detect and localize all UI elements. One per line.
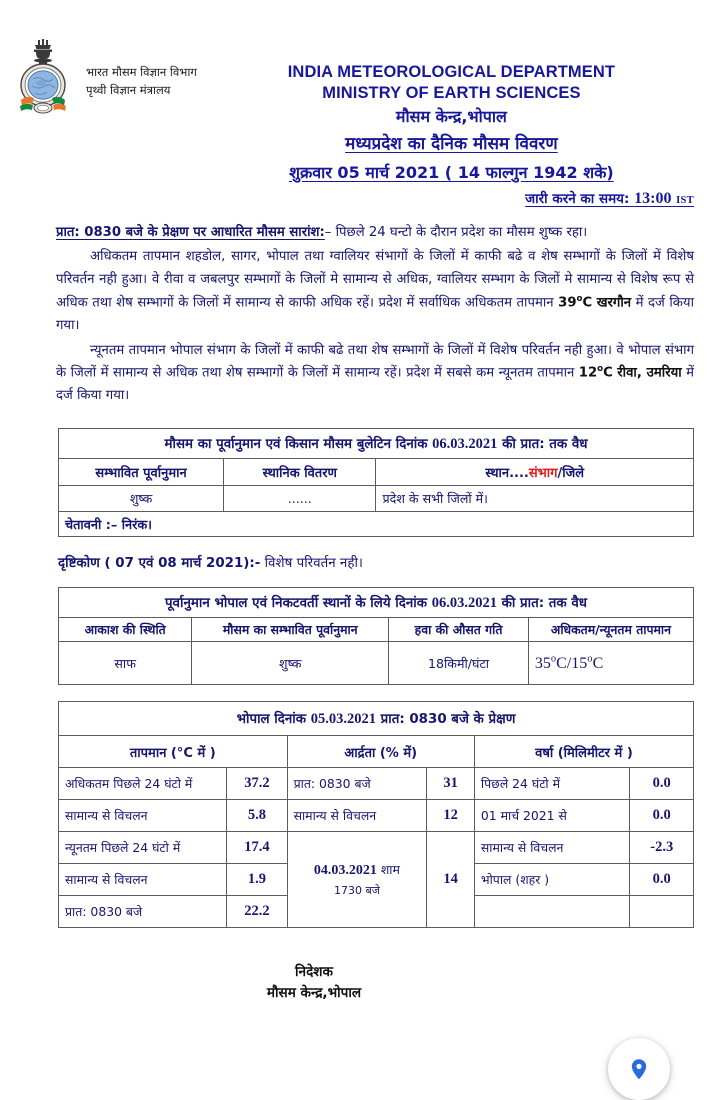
- min-temp-place: रीवा, उमरिया: [617, 365, 682, 381]
- humidity-label-2: [287, 832, 427, 928]
- table-row: [59, 768, 694, 800]
- temp-label-1: सामान्य से विचलन: [59, 800, 227, 832]
- rain-value-4: [630, 896, 694, 928]
- bhopal-value-sky: साफ: [59, 642, 192, 685]
- observations-title-prefix: भोपाल दिनांक: [236, 712, 311, 728]
- max-temp-value: 39: [558, 295, 577, 311]
- summary-paragraph-2: [56, 246, 694, 337]
- weather-centre-name: मौसम केन्द्र,भोपाल: [395, 107, 507, 127]
- min-temp-unit: C: [603, 365, 613, 381]
- temp-value-2: 17.4: [227, 832, 287, 864]
- title-english-line1: INDIA METEOROLOGICAL DEPARTMENT: [287, 63, 616, 81]
- forecast-table-container: [0, 410, 720, 537]
- rain-value-1: 0.0: [630, 800, 694, 832]
- forecast-header-division: संभाग: [528, 466, 558, 482]
- outlook-line: [0, 537, 720, 571]
- forecast-table-header-row: [59, 459, 694, 486]
- org-name-line1: भारत मौसम विज्ञान विभाग: [86, 65, 197, 79]
- imd-emblem-container: [0, 34, 86, 124]
- max-temp-text: अधिकतम तापमान शहडोल, सागर, भोपाल तथा ग्वालियर संभागों के जिलों में काफी बढे व शेष सम्भागों के जिलों में विशेष परिवर्तन नही हुआ। वे रीवा व जबलपुर सम्भागों के जिलों मे सामान्य से अधिक, ग्वालियर सम्भाग के जिलों मे सामान्य से विशेष रूप से अधिक तथा शेष सम्भागों के जिलों में सामान्य से काफी अधिक रहें। प्रदेश में सर्वाधिक अधिकतम तापमान: [56, 249, 694, 311]
- humidity-evening-time: 1730 बजे: [333, 883, 380, 897]
- humidity-value-0: 31: [427, 768, 475, 800]
- summary-paragraph-3: [56, 340, 694, 409]
- issue-time-line: [0, 185, 720, 208]
- issue-time-value: 13:00: [634, 189, 672, 207]
- max-temp-unit: C: [582, 295, 593, 311]
- min-temp-value: 12: [578, 365, 598, 381]
- forecast-value-expected: शुष्क: [59, 486, 224, 512]
- min-temp-tail: में दर्ज किया गया।: [56, 365, 695, 404]
- rain-label-4: [474, 896, 630, 928]
- forecast-header-location: [376, 459, 694, 486]
- bhopal-temp-min-degree: o: [587, 653, 593, 665]
- forecast-table-title-row: [59, 429, 694, 459]
- outlook-text: विशेष परिवर्तन नही।: [260, 556, 364, 572]
- rain-value-0: 0.0: [630, 768, 694, 800]
- rain-value-3: 0.0: [630, 864, 694, 896]
- title-block: [197, 34, 720, 185]
- summary-lead-label: प्रात: 0830 बजे के प्रेक्षण पर आधारित मौसम सारांश:: [56, 224, 325, 240]
- max-temp-place: खरगौन: [596, 295, 632, 311]
- temp-value-0: 37.2: [227, 768, 287, 800]
- bhopal-title-suffix: की प्रात: तक वैध: [496, 596, 588, 612]
- forecast-title-date: 06.03.2021: [432, 436, 498, 453]
- temp-value-1: 5.8: [227, 800, 287, 832]
- humidity-value-2: 14: [427, 832, 475, 928]
- temp-label-0: अधिकतम पिछले 24 घंटो में: [59, 768, 227, 800]
- humidity-evening-word: शाम: [376, 862, 400, 878]
- observations-title: [59, 702, 694, 736]
- issue-time-zone: IST: [676, 194, 694, 206]
- rain-label-3: भोपाल (शहर ): [474, 864, 630, 896]
- humidity-value-1: 12: [427, 800, 475, 832]
- forecast-table-data-row: [59, 486, 694, 512]
- forecast-header-district: /जिले: [557, 466, 585, 482]
- bhopal-forecast-title: [59, 588, 694, 618]
- bhopal-title-date: 06.03.2021: [431, 595, 497, 612]
- bulletin-date: शुक्रवार 05 मार्च 2021 ( 14 फाल्गुन 1942 शके): [289, 162, 614, 182]
- bhopal-forecast-title-row: [59, 588, 694, 618]
- signature-office: मौसम केन्द्र,भोपाल: [266, 985, 362, 1002]
- summary-lead-text: पिछले 24 घन्टो के दौरान प्रदेश का मौसम शुष्क रहा।: [335, 224, 588, 240]
- bhopal-header-wind: हवा की औसत गति: [389, 618, 529, 642]
- document-header: [0, 0, 720, 185]
- rain-label-0: पिछले 24 घंटो में: [474, 768, 630, 800]
- observations-title-row: [59, 702, 694, 736]
- rain-label-2: सामान्य से विचलन: [474, 832, 630, 864]
- group-header-temperature: तापमान (°C में ): [59, 736, 288, 768]
- bhopal-value-temperature: 35$^o$C/15$^o$C: [528, 642, 693, 685]
- forecast-title-prefix: मौसम का पूर्वानुमान एवं किसान मौसम बुलेटिन दिनांक: [164, 437, 433, 453]
- observations-table: [58, 701, 694, 928]
- forecast-title-suffix: की प्रात: तक वैध: [497, 437, 588, 453]
- bulletin-title: मध्यप्रदेश का दैनिक मौसम विवरण: [345, 134, 558, 155]
- temp-label-3: सामान्य से विचलन: [59, 864, 227, 896]
- imd-emblem-icon: [13, 38, 73, 124]
- forecast-table: [58, 428, 694, 537]
- humidity-evening-date: 04.03.2021: [313, 863, 377, 879]
- humidity-label-1: सामान्य से विचलन: [287, 800, 427, 832]
- forecast-header-location-prefix: स्थान....: [485, 466, 529, 482]
- min-temp-degree-symbol: o: [597, 364, 604, 375]
- summary-lead-dash: –: [324, 224, 336, 240]
- signature-designation: निदेशक: [295, 964, 333, 981]
- bhopal-header-weather: मौसम का सम्भावित पूर्वानुमान: [192, 618, 389, 642]
- group-header-rainfall: वर्षा (मिलिमीटर में ): [474, 736, 693, 768]
- humidity-label-0: प्रात: 0830 बजे: [287, 768, 427, 800]
- observations-title-date: 05.03.2021: [310, 711, 376, 728]
- max-temp-tail: में दर्ज किया गया।: [56, 295, 694, 333]
- organisation-hindi-name: [86, 34, 197, 100]
- weather-summary: [0, 208, 720, 408]
- temp-label-4: प्रात: 0830 बजे: [59, 896, 227, 928]
- bhopal-value-weather: शुष्क: [192, 642, 389, 685]
- group-header-humidity: आर्द्रता (% में): [287, 736, 474, 768]
- issue-time-label: जारी करने का समय:: [525, 190, 630, 207]
- bhopal-forecast-table-container: [0, 571, 720, 685]
- floating-action-button[interactable]: [608, 1038, 670, 1100]
- bhopal-forecast-header-row: [59, 618, 694, 642]
- summary-paragraph-1: [56, 222, 694, 245]
- bhopal-temp-max-degree: o: [550, 653, 557, 665]
- signature-block: [0, 962, 720, 1004]
- forecast-value-location: प्रदेश के सभी जिलों में।: [376, 486, 694, 512]
- rain-value-2: -2.3: [630, 832, 694, 864]
- temp-label-2: न्यूनतम पिछले 24 घंटो में: [59, 832, 227, 864]
- forecast-value-distribution: ......: [224, 486, 376, 512]
- bhopal-value-wind: 18किमी/घंटा: [389, 642, 529, 685]
- bhopal-temp-min-unit: C: [592, 654, 604, 672]
- location-pin-icon: [626, 1056, 652, 1082]
- temp-value-3: 1.9: [227, 864, 287, 896]
- warning-text: चेतावनी :– निरंक।: [59, 512, 694, 537]
- org-name-line2: पृथ्वी विज्ञान मंत्रालय: [86, 82, 171, 97]
- observations-table-container: [0, 685, 720, 928]
- table-row: [59, 832, 694, 864]
- min-temp-text: न्यूनतम तापमान भोपाल संभाग के जिलों में काफी बढे तथा शेष सम्भागों के जिलों में विशेष परिवर्तन नही हुआ। वे भोपाल संभाग के जिलों में सामान्य से अधिक तथा शेष सम्भागों के जिलों में सामान्य रहें। प्रदेश में सबसे कम न्यूनतम तापमान: [56, 342, 694, 381]
- warning-row: [59, 512, 694, 537]
- bhopal-header-sky: आकाश की स्थिति: [59, 618, 192, 642]
- outlook-label: दृष्टिकोण ( 07 एवं 08 मार्च 2021):-: [58, 556, 261, 572]
- forecast-table-title: [59, 429, 694, 459]
- bhopal-title-prefix: पूर्वानुमान भोपाल एवं निकटवर्ती स्थानों के लिये दिनांक: [164, 596, 432, 612]
- observations-group-header-row: [59, 736, 694, 768]
- observations-title-suffix: प्रात: 0830 बजे के प्रेक्षण: [375, 712, 516, 728]
- title-english-line2: MINISTRY OF EARTH SCIENCES: [322, 84, 581, 103]
- bhopal-temp-min: 15: [571, 654, 588, 672]
- bhopal-temp-max: 35: [534, 654, 551, 672]
- bhopal-forecast-data-row: [59, 642, 694, 685]
- max-temp-degree-symbol: o: [576, 293, 583, 304]
- rain-label-1: 01 मार्च 2021 से: [474, 800, 630, 832]
- forecast-header-distribution: स्थानिक वितरण: [224, 459, 376, 486]
- forecast-header-expected: सम्भावित पूर्वानुमान: [59, 459, 224, 486]
- bhopal-forecast-table: [58, 587, 694, 685]
- bhopal-header-temperature: अधिकतम/न्यूनतम तापमान: [528, 618, 693, 642]
- bhopal-temp-max-unit: C: [556, 654, 567, 672]
- table-row: [59, 800, 694, 832]
- temp-value-4: 22.2: [227, 896, 287, 928]
